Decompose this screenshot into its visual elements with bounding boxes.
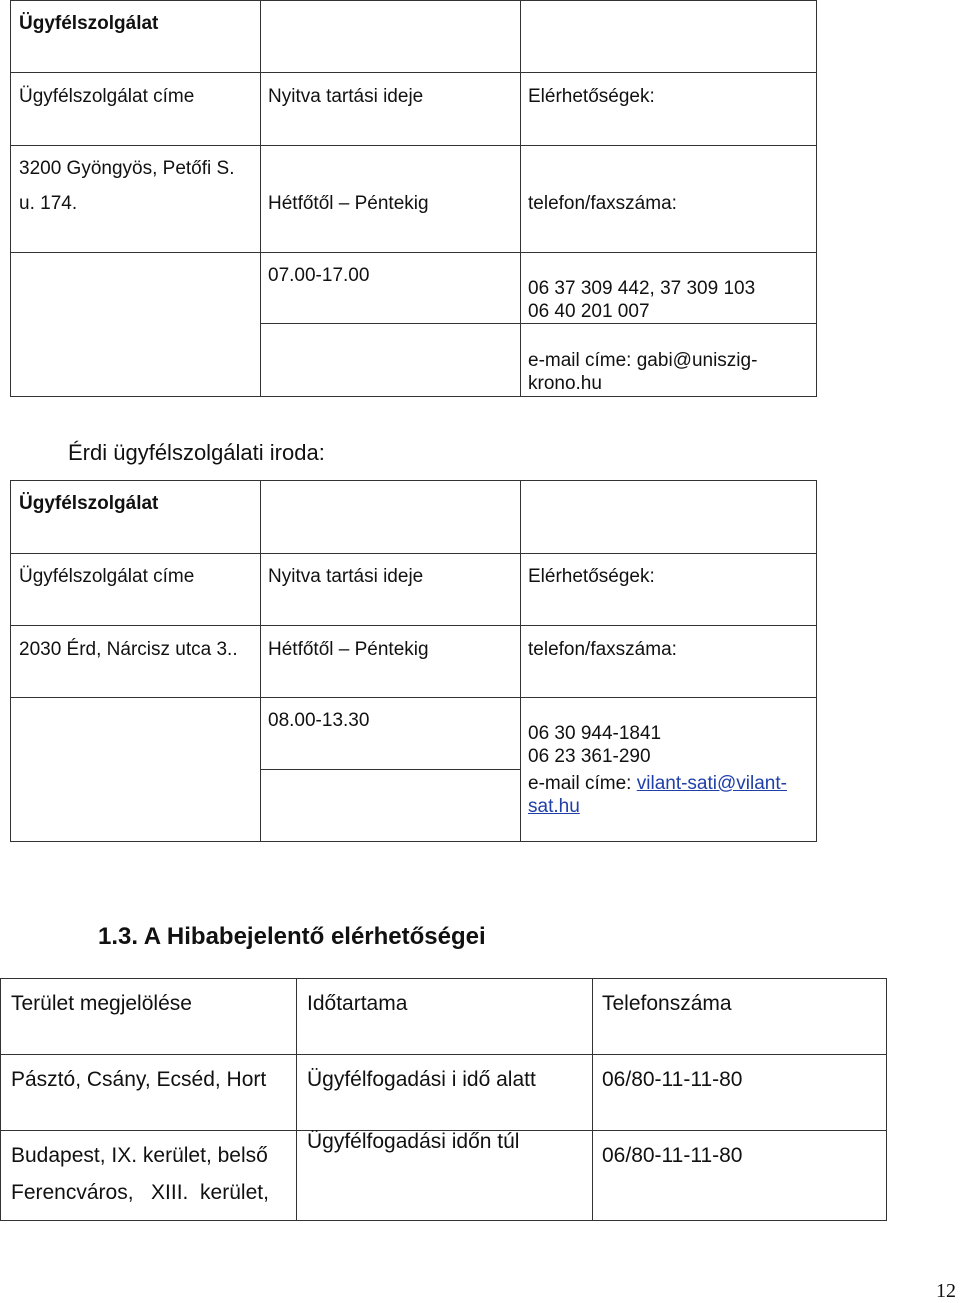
row-2-area-line-2: Ferencváros, XIII. kerület, [11, 1181, 269, 1204]
table-header: Ügyfélszolgálat [19, 13, 159, 34]
email-link[interactable]: vilant-sati@vilant- [636, 773, 787, 794]
phone-number-2: 06 23 361-290 [528, 746, 651, 767]
phone-label: telefon/faxszáma: [528, 639, 677, 660]
column-label-hours: Nyitva tartási ideje [268, 86, 424, 107]
table-cell [260, 625, 521, 698]
row-2-period: Ügyfélfogadási időn túl [307, 1130, 520, 1153]
phone-number-1: 06 37 309 442, 37 309 103 [528, 278, 756, 299]
table-cell [592, 978, 887, 1055]
table-cell [10, 697, 261, 842]
row-2-phone: 06/80-11-11-80 [602, 1144, 743, 1167]
opening-hours: 08.00-13.30 [268, 710, 370, 731]
table-cell [520, 697, 817, 842]
table-cell [260, 323, 521, 397]
table-cell [296, 978, 593, 1055]
table-cell [260, 480, 521, 554]
table-cell [0, 1054, 297, 1131]
row-1-phone: 06/80-11-11-80 [602, 1068, 743, 1091]
table-cell [520, 72, 817, 146]
table-header: Ügyfélszolgálat [19, 493, 159, 514]
table-cell [10, 252, 261, 397]
column-header-period: Időtartama [307, 992, 408, 1015]
table-cell [520, 480, 817, 554]
table-cell [260, 72, 521, 146]
row-2-area-line-1: Budapest, IX. kerület, belső [11, 1144, 268, 1167]
address: 2030 Érd, Nárcisz utca 3.. [19, 639, 238, 660]
table-cell [520, 0, 817, 73]
table-cell [0, 978, 297, 1055]
erd-office-title: Érdi ügyfélszolgálati iroda: [68, 440, 325, 465]
address-line-2: u. 174. [19, 193, 78, 214]
table-cell [260, 697, 521, 770]
table-cell [260, 252, 521, 324]
phone-number-2: 06 40 201 007 [528, 301, 650, 322]
address-line-1: 3200 Gyöngyös, Petőfi S. [19, 158, 235, 179]
column-label-address: Ügyfélszolgálat címe [19, 86, 195, 107]
table-cell [520, 625, 817, 698]
table-cell [10, 553, 261, 626]
row-1-period: Ügyfélfogadási i idő alatt [307, 1068, 536, 1091]
opening-days: Hétfőtől – Péntekig [268, 639, 429, 660]
table-cell [10, 0, 261, 73]
section-title: 1.3. A Hibabejelentő elérhetőségei [98, 923, 486, 950]
table-cell [592, 1054, 887, 1131]
opening-hours: 07.00-17.00 [268, 265, 370, 286]
email-label: e-mail címe: [528, 773, 637, 794]
column-header-phone: Telefonszáma [602, 992, 732, 1015]
table-cell [260, 553, 521, 626]
column-label-hours: Nyitva tartási ideje [268, 566, 424, 587]
column-label-contact: Elérhetőségek: [528, 86, 655, 107]
row-1-area: Pásztó, Csány, Ecséd, Hort [11, 1068, 267, 1091]
column-header-area: Terület megjelölése [11, 992, 192, 1015]
email-link-continuation[interactable]: sat.hu [528, 796, 580, 817]
column-label-contact: Elérhetőségek: [528, 566, 655, 587]
table-cell [260, 769, 521, 842]
email-line [528, 773, 787, 795]
table-cell [10, 480, 261, 554]
table-cell [296, 1054, 593, 1131]
table-cell [520, 553, 817, 626]
page-number: 12 [936, 1280, 956, 1302]
opening-days: Hétfőtől – Péntekig [268, 193, 429, 214]
phone-label: telefon/faxszáma: [528, 193, 677, 214]
phone-number-1: 06 30 944-1841 [528, 723, 662, 744]
email-line-2: krono.hu [528, 373, 602, 394]
table-cell [10, 72, 261, 146]
column-label-address: Ügyfélszolgálat címe [19, 566, 195, 587]
table-cell [10, 625, 261, 698]
table-cell [260, 0, 521, 73]
email-line-1: e-mail címe: gabi@uniszig- [528, 350, 758, 371]
